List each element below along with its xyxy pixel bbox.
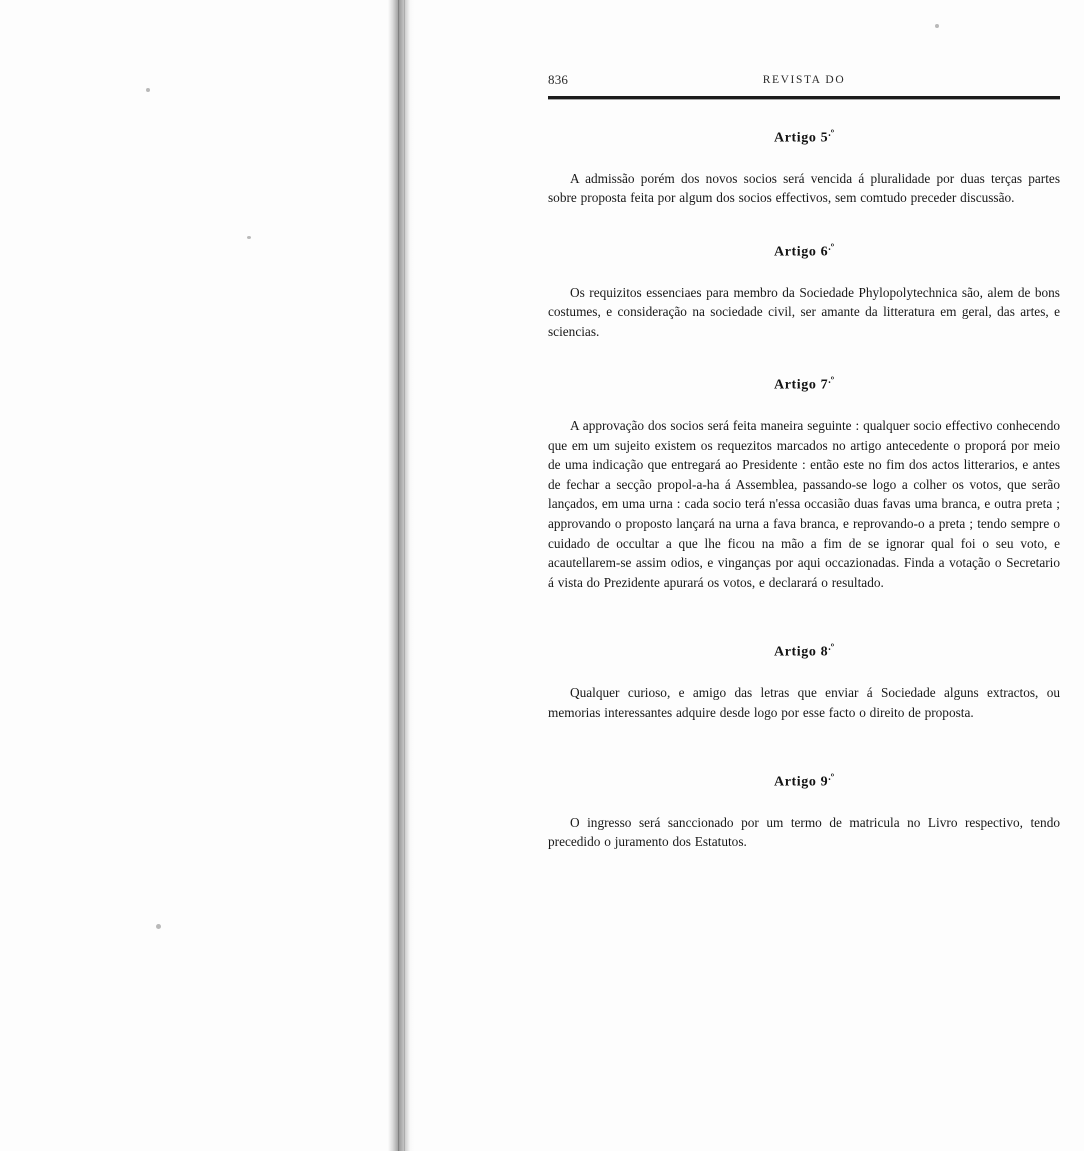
article-heading-ordinal: .º: [828, 128, 834, 139]
section-spacer: [548, 756, 1060, 772]
running-head: REVISTA DO: [762, 74, 846, 86]
article-heading-ordinal: .º: [828, 375, 834, 387]
article-heading-label: Artigo 9: [774, 774, 829, 790]
scan-speck: [156, 924, 161, 929]
page-number: 836: [548, 72, 569, 87]
article-heading-label: Artigo 6: [774, 244, 829, 260]
gutter-line-right: [404, 0, 405, 1151]
gutter-line-left: [398, 0, 399, 1151]
article-heading-ordinal: .º: [828, 241, 834, 253]
article-body: [548, 128, 1060, 882]
article-heading-ordinal: .º: [828, 772, 834, 784]
article-paragraph-5: A admissão porém dos novos socios será vencida á pluralidade por duas terças partes sobre proposta feita por algum dos socios effectivos, sem comtudo preceder discussão.: [548, 170, 1060, 206]
article-heading-8: [548, 642, 1060, 661]
article-paragraph-7: A approvação dos socios será feita maneira seguinte : qualquer socio effectivo conhecendo que em um sujeito existem os requezitos marcados no artigo antecedente o proporá por meio de uma indicação que entregará ao Presidente : então este no fim dos actos litterarios, e antes de fechar a secção propol-a-ha á Assemblea, passando-se logo a colher os votos, que serão lançados, em uma urna : cada socio terá n'essa occasião duas favas uma branca, e outra preta ; approvando o proposto lançará na urna a fava branca, e reprovando-o a preta ; tendo sempre o cuidado de occultar a que lhe ficou na mão a fim de se ignorar qual foi o seu voto, e acautellarem-se assim odios, e vinganças por aqui occazionadas. Finda a votação o Secretario á vista do Prezidente apurará os votos, e declarará o resultado.: [548, 417, 1060, 590]
scan-speck: [247, 236, 251, 239]
article-paragraph-8: Qualquer curioso, e amigo das letras que enviar á Sociedade alguns extractos, ou memorias interessantes adquire desde logo por esse facto o direito de proposta.: [548, 684, 1060, 720]
article-heading-label: Artigo 7: [774, 377, 829, 393]
article-paragraph-9: O ingresso será sanccionado por um termo de matricula no Livro respectivo, tendo precedido o juramento dos Estatutos.: [548, 814, 1060, 850]
article-heading-label: Artigo 5: [774, 130, 829, 146]
page-header: [548, 72, 1060, 94]
article-heading-7: [548, 375, 1060, 394]
section-spacer: [548, 626, 1060, 642]
scan-speck: [146, 88, 150, 92]
header-rule: [548, 96, 1060, 99]
article-paragraph-6: Os requizitos essenciaes para membro da Sociedade Phylopolytechnica são, alem de bons costumes, e consideração na sociedade civil, ser amante da litteratura em geral, das artes, e sciencias.: [548, 284, 1060, 339]
book-gutter-shadow: [388, 0, 414, 1151]
article-heading-5: [548, 128, 1060, 147]
article-heading-label: Artigo 8: [774, 644, 829, 660]
article-heading-ordinal: .º: [828, 642, 834, 654]
article-heading-6: [548, 242, 1060, 261]
article-heading-9: [548, 772, 1060, 791]
text-column: [548, 0, 1060, 1151]
